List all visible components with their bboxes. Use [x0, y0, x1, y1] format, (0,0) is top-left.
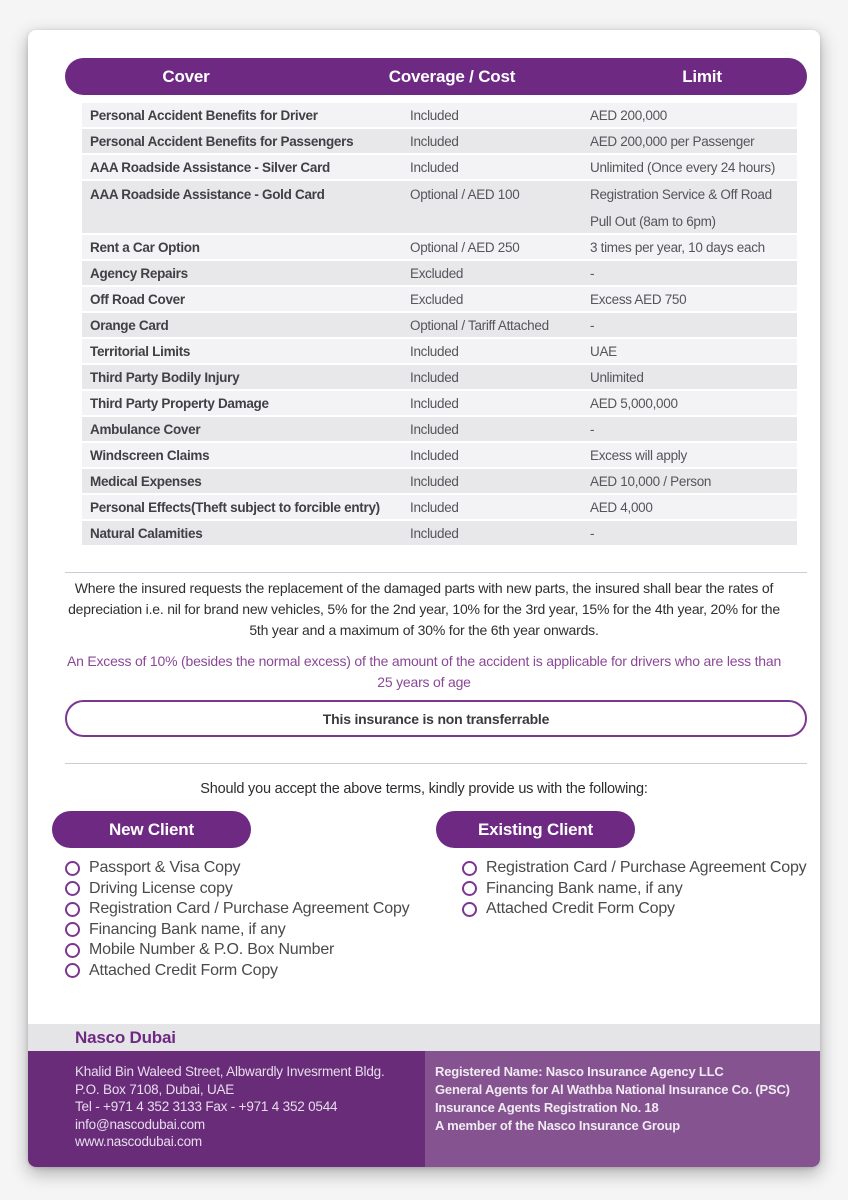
- coverage-cell: Included: [410, 343, 459, 359]
- agents-line: General Agents for Al Wathba National Insurance Co. (PSC): [435, 1082, 790, 1097]
- cover-cell: Off Road Cover: [90, 291, 185, 307]
- list-item: [65, 940, 409, 961]
- list-item-label: Passport & Visa Copy: [89, 859, 241, 877]
- circle-checkbox-icon[interactable]: [462, 881, 477, 896]
- company-name: Nasco Dubai: [75, 1027, 176, 1047]
- coverage-cell: Included: [410, 525, 459, 541]
- cover-cell: Personal Accident Benefits for Driver: [90, 107, 318, 123]
- limit-cell: AED 5,000,000: [590, 395, 678, 411]
- limit-cell: Unlimited (Once every 24 hours): [590, 159, 776, 175]
- coverage-cell: Optional / AED 100: [410, 187, 520, 202]
- header-cell-limit: Limit: [682, 66, 722, 86]
- limit-cell: AED 200,000: [590, 107, 668, 123]
- new-client-list: [65, 858, 409, 981]
- cover-cell: Rent a Car Option: [90, 239, 200, 255]
- limit-cell: [590, 181, 797, 235]
- cover-cell: Medical Expenses: [90, 473, 202, 489]
- table-body: [82, 103, 797, 545]
- cover-cell: Personal Effects(Theft subject to forcible entry): [90, 499, 380, 515]
- phone-fax-line: Tel - +971 4 352 3133 Fax - +971 4 352 0544: [75, 1099, 338, 1114]
- non-transferrable-box: [65, 700, 807, 737]
- document-page: [28, 30, 820, 1167]
- table-row: [82, 495, 797, 519]
- group-member-line: A member of the Nasco Insurance Group: [435, 1118, 680, 1133]
- limit-cell: AED 4,000: [590, 499, 653, 515]
- limit-cell: Unlimited: [590, 369, 644, 385]
- table-row: [82, 313, 797, 337]
- circle-checkbox-icon[interactable]: [65, 861, 80, 876]
- circle-checkbox-icon[interactable]: [65, 902, 80, 917]
- coverage-cell: Excluded: [410, 291, 464, 307]
- company-name-band: [28, 1024, 820, 1051]
- coverage-cell: Included: [410, 395, 459, 411]
- registered-name-line: Registered Name: Nasco Insurance Agency LLC: [435, 1064, 724, 1079]
- circle-checkbox-icon[interactable]: [65, 881, 80, 896]
- table-row: [82, 261, 797, 285]
- list-item-label: Financing Bank name, if any: [486, 879, 683, 897]
- non-transferrable-text: This insurance is non transferrable: [322, 710, 550, 727]
- list-item: [462, 899, 806, 920]
- address-line: Khalid Bin Waleed Street, Albwardly Invesrment Bldg.: [75, 1064, 385, 1079]
- table-row: [82, 339, 797, 363]
- limit-cell: AED 10,000 / Person: [590, 473, 712, 489]
- circle-checkbox-icon[interactable]: [462, 861, 477, 876]
- table-row: [82, 155, 797, 179]
- list-item: [65, 899, 409, 920]
- table-row: [82, 181, 797, 233]
- table-row: [82, 469, 797, 493]
- list-item: [65, 879, 409, 900]
- address-line: P.O. Box 7108, Dubai, UAE: [75, 1081, 235, 1097]
- circle-checkbox-icon[interactable]: [65, 922, 80, 937]
- cover-cell: Third Party Property Damage: [90, 395, 269, 411]
- young-driver-excess-note: An Excess of 10% (besides the normal excess) of the amount of the accident is applicable for drivers who are less than 25 years of age: [66, 653, 782, 690]
- table-row: [82, 417, 797, 441]
- cover-cell: Territorial Limits: [90, 343, 191, 359]
- list-item-label: Attached Credit Form Copy: [89, 961, 278, 979]
- cover-cell: Agency Repairs: [90, 265, 188, 281]
- existing-client-label: Existing Client: [477, 819, 594, 839]
- coverage-cell: Included: [410, 369, 459, 385]
- registration-number-line: Insurance Agents Registration No. 18: [435, 1100, 659, 1115]
- section-divider: [65, 763, 807, 764]
- table-row: [82, 365, 797, 389]
- limit-cell: -: [590, 421, 595, 437]
- circle-checkbox-icon[interactable]: [65, 943, 80, 958]
- list-item-label: Registration Card / Purchase Agreement Copy: [486, 859, 807, 877]
- list-item-label: Mobile Number & P.O. Box Number: [89, 941, 335, 959]
- limit-cell: Excess will apply: [590, 447, 687, 463]
- coverage-cell: Optional / AED 250: [410, 239, 520, 255]
- cover-cell: AAA Roadside Assistance - Gold Card: [90, 187, 325, 202]
- list-item: [65, 961, 409, 982]
- limit-cell: -: [590, 317, 595, 333]
- table-row: [82, 287, 797, 311]
- list-item: [65, 920, 409, 941]
- footer-address-block: [28, 1051, 425, 1167]
- header-cell-coverage-cost: Coverage / Cost: [388, 66, 516, 86]
- table-header-row: [65, 58, 807, 95]
- new-client-header: [52, 811, 251, 848]
- list-item-label: Financing Bank name, if any: [89, 920, 286, 938]
- depreciation-note: Where the insured requests the replacement of the damaged parts with new parts, the insured shall bear the rates of depreciation i.e. nil for brand new vehicles, 5% for the 2nd year, 10% for the 3rd year, 15% for the 4th year, 20% for the 5th year and a maximum of 30% for the 6th year onwards.: [68, 580, 780, 638]
- table-row: [82, 129, 797, 153]
- limit-cell: AED 200,000 per Passenger: [590, 133, 755, 149]
- list-item: [65, 858, 409, 879]
- cover-cell: Third Party Bodily Injury: [90, 369, 240, 385]
- email-link[interactable]: info@nascodubai.com: [75, 1116, 205, 1132]
- footer: [28, 1051, 820, 1167]
- coverage-cell: Excluded: [410, 265, 464, 281]
- header-cell-cover: Cover: [162, 66, 210, 86]
- cover-cell: AAA Roadside Assistance - Silver Card: [90, 159, 330, 175]
- limit-line-2: Pull Out (8am to 6pm): [590, 214, 716, 229]
- coverage-cell: Included: [410, 159, 459, 175]
- list-item: [462, 858, 806, 879]
- table-row: [82, 103, 797, 127]
- section-divider: [65, 572, 807, 573]
- limit-cell: UAE: [590, 343, 617, 359]
- list-item-label: Registration Card / Purchase Agreement Copy: [89, 900, 410, 918]
- cover-cell: Natural Calamities: [90, 525, 203, 541]
- circle-checkbox-icon[interactable]: [65, 963, 80, 978]
- existing-client-header: [436, 811, 635, 848]
- coverage-cell: Included: [410, 499, 459, 515]
- limit-cell: -: [590, 525, 595, 541]
- coverage-table: [65, 58, 807, 547]
- website-link[interactable]: www.nascodubai.com: [75, 1134, 202, 1149]
- footer-registration-block: [425, 1051, 820, 1167]
- table-row: [82, 235, 797, 259]
- table-row: [82, 521, 797, 545]
- coverage-cell: Included: [410, 421, 459, 437]
- limit-cell: -: [590, 265, 595, 281]
- limit-cell: Excess AED 750: [590, 291, 687, 307]
- table-row: [82, 443, 797, 467]
- coverage-cell: Included: [410, 473, 459, 489]
- cover-cell: Windscreen Claims: [90, 447, 210, 463]
- table-row: [82, 391, 797, 415]
- coverage-cell: Optional / Tariff Attached: [410, 317, 549, 333]
- limit-cell: 3 times per year, 10 days each: [590, 239, 765, 255]
- circle-checkbox-icon[interactable]: [462, 902, 477, 917]
- cover-cell: Ambulance Cover: [90, 421, 201, 437]
- cover-cell: Personal Accident Benefits for Passengers: [90, 133, 354, 149]
- list-item: [462, 879, 806, 900]
- cover-cell: Orange Card: [90, 317, 169, 333]
- coverage-cell: Included: [410, 133, 459, 149]
- limit-line-1: Registration Service & Off Road: [590, 187, 772, 202]
- list-item-label: Driving License copy: [89, 879, 233, 897]
- new-client-label: New Client: [109, 819, 194, 839]
- list-item-label: Attached Credit Form Copy: [486, 900, 675, 918]
- coverage-cell: Included: [410, 447, 459, 463]
- existing-client-list: [462, 858, 806, 920]
- coverage-cell: Included: [410, 107, 459, 123]
- accept-terms-text: Should you accept the above terms, kindly provide us with the following:: [200, 781, 648, 797]
